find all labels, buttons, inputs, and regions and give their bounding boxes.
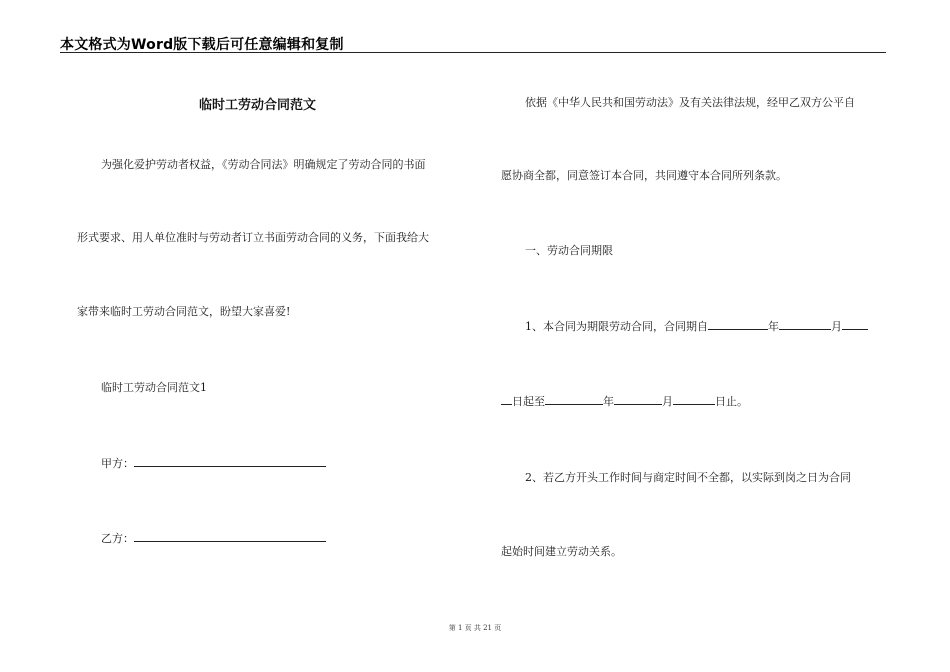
end-month-blank <box>614 395 662 405</box>
contract-subtitle: 临时工劳动合同范文1 <box>101 381 207 394</box>
start-day-blank <box>842 320 868 330</box>
month-label: 月 <box>831 320 842 333</box>
page-footer: 第 1 页 共 21 页 <box>448 624 502 632</box>
document-header <box>60 34 886 53</box>
party-b-label: 乙方： <box>101 532 134 545</box>
intro-line-3: 家带来临时工劳动合同范文，盼望大家喜爱! <box>77 305 291 318</box>
end-year-blank <box>545 395 603 405</box>
clause-1-text: 1、本合同为期限劳动合同，合同期自 <box>525 320 708 333</box>
end-day-blank <box>673 395 715 405</box>
header-text: 本文格式为Word版下载后可任意编辑和复制 <box>60 37 344 53</box>
party-a-label: 甲方： <box>101 457 134 470</box>
clause-1-line-2 <box>501 393 748 409</box>
party-a-blank <box>134 457 326 467</box>
year-label: 年 <box>768 320 779 333</box>
start-year-blank <box>708 320 768 330</box>
para-1-line-2: 愿协商全都，同意签订本合同，共同遵守本合同所列条款。 <box>501 169 787 182</box>
start-month-blank <box>779 320 831 330</box>
party-b-line <box>101 530 326 546</box>
intro-line-1: 为强化爱护劳动者权益，《劳动合同法》明确规定了劳动合同的书面 <box>101 158 426 171</box>
clause-1-line-1 <box>525 318 868 334</box>
para-1-line-1: 依据《中华人民共和国劳动法》及有关法律法规，经甲乙双方公平自 <box>525 96 855 109</box>
start-day-blank-cont <box>501 395 512 405</box>
party-b-blank <box>134 532 326 542</box>
clause-2-line-2: 起始时间建立劳动关系。 <box>501 545 622 558</box>
end-day-label: 日止。 <box>715 395 748 408</box>
document-title: 临时工劳动合同范文 <box>199 98 317 113</box>
end-year-label: 年 <box>603 395 614 408</box>
party-a-line <box>101 455 326 471</box>
day-from-label: 日起至 <box>512 395 545 408</box>
section-heading-1: 一、劳动合同期限 <box>525 244 613 257</box>
end-month-label: 月 <box>662 395 673 408</box>
clause-2-line-1: 2、若乙方开头工作时间与商定时间不全都，以实际到岗之日为合同 <box>525 471 851 484</box>
intro-line-2: 形式要求、用人单位准时与劳动者订立书面劳动合同的义务，下面我给大 <box>77 231 429 244</box>
